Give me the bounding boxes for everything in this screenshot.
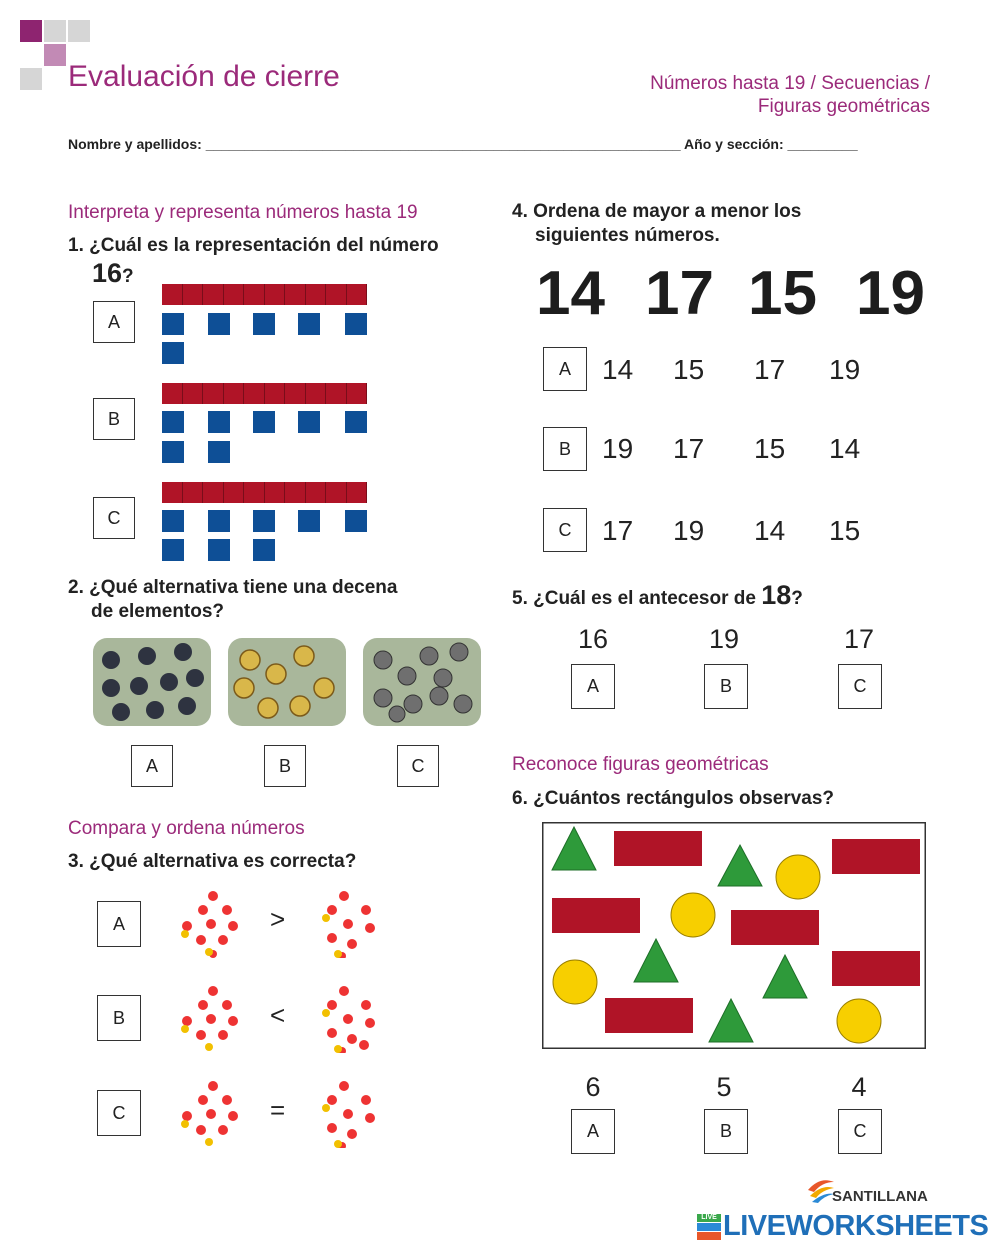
comparison-symbol: < [270, 1000, 286, 1030]
sequence-value: 17 [602, 515, 634, 546]
q4-number: 17 [645, 259, 714, 328]
question-1: 1. ¿Cuál es la representación del número [68, 235, 439, 256]
unit-cube [162, 411, 184, 433]
sequence-value: 15 [829, 515, 861, 546]
unit-cube [253, 510, 275, 532]
question-4-line: 4. Ordena de mayor a menor los [512, 201, 802, 222]
unit-cube [162, 510, 184, 532]
q5-option-c[interactable]: C [838, 664, 882, 709]
q5-option-b[interactable]: B [704, 664, 748, 709]
brand-name: LIVEWORKSHEETS [723, 1210, 989, 1242]
page-title: Evaluación de cierre [68, 60, 340, 93]
corner-square [68, 20, 90, 42]
question-4 [512, 200, 801, 248]
q4-option-a[interactable]: A [543, 347, 587, 391]
circle-shape [671, 893, 715, 937]
unit-cube [253, 313, 275, 335]
unit-cube [208, 411, 230, 433]
q6-option-b[interactable]: B [704, 1109, 748, 1154]
live-badge [697, 1214, 721, 1240]
q4-option-b[interactable]: B [543, 427, 587, 471]
shapes-box [542, 822, 926, 1049]
sequence-value: 15 [673, 354, 705, 385]
comparison-symbol: > [270, 904, 286, 934]
unit-cube [298, 313, 320, 335]
unit-cube [208, 441, 230, 463]
q6-value: 6 [585, 1072, 601, 1102]
question-5 [512, 580, 803, 611]
question-2-line: de elementos? [91, 601, 225, 622]
corner-square [44, 20, 66, 42]
corner-square [20, 20, 42, 42]
unit-cube [345, 510, 367, 532]
rectangle-shape [614, 831, 702, 866]
sequence-value: 19 [673, 515, 705, 546]
ladybug-group [318, 1078, 388, 1148]
question-1-number [92, 258, 134, 289]
publisher-name: SANTILLANA [832, 1188, 928, 1205]
sequence-value: 17 [754, 354, 786, 385]
section-label: Año y sección: [684, 136, 784, 152]
corner-square [44, 44, 66, 66]
hippos-illustration [363, 638, 481, 726]
q5-qmark: ? [791, 588, 803, 609]
unit-cube [298, 411, 320, 433]
q1-option-a[interactable]: A [93, 301, 135, 343]
q6-value: 5 [716, 1072, 732, 1102]
ladybug-group [175, 888, 245, 958]
unit-cube [162, 441, 184, 463]
section-field[interactable]: _________ [787, 136, 858, 152]
section-heading: Reconoce figuras geométricas [512, 754, 769, 775]
q1-option-b[interactable]: B [93, 398, 135, 440]
rectangle-shape [605, 998, 693, 1033]
question-2 [68, 576, 397, 624]
q5-value: 19 [708, 624, 740, 654]
unit-cube [345, 313, 367, 335]
ten-rod [162, 482, 367, 504]
q4-number: 19 [856, 259, 925, 328]
subtitle-line: Números hasta 19 / Secuencias / [650, 73, 930, 94]
unit-cube [162, 313, 184, 335]
q1-option-c[interactable]: C [93, 497, 135, 539]
sequence-value: 19 [829, 354, 861, 385]
q2-option-b[interactable]: B [264, 745, 306, 787]
ten-rod [162, 284, 367, 306]
name-row [68, 136, 930, 152]
sequence-value: 14 [829, 433, 861, 464]
ladybug-group [175, 1078, 245, 1148]
comparison-symbol: = [270, 1095, 286, 1125]
q5-text: 5. ¿Cuál es el antecesor de [512, 588, 756, 609]
live-badge-strip [697, 1232, 721, 1240]
lions-illustration [228, 638, 346, 726]
sequence-value: 17 [673, 433, 705, 464]
lions-panel [228, 638, 346, 726]
rectangle-shape [832, 951, 920, 986]
subtitle-line: Figuras geométricas [757, 96, 930, 117]
ten-rod [162, 383, 367, 405]
question-4-line: siguientes números. [535, 225, 720, 246]
ladybug-group [318, 983, 388, 1053]
sequence-value: 19 [602, 433, 634, 464]
q6-option-a[interactable]: A [571, 1109, 615, 1154]
q6-value: 4 [851, 1072, 867, 1102]
question-2-line: 2. ¿Qué alternativa tiene una decena [68, 577, 398, 598]
unit-cube [162, 342, 184, 364]
rectangle-shape [731, 910, 819, 945]
unit-cube [253, 411, 275, 433]
q4-option-c[interactable]: C [543, 508, 587, 552]
name-label: Nombre y apellidos: [68, 136, 202, 152]
q2-option-a[interactable]: A [131, 745, 173, 787]
santillana-logo [806, 1176, 930, 1206]
cats-panel [93, 638, 211, 726]
unit-cube [162, 539, 184, 561]
q5-option-a[interactable]: A [571, 664, 615, 709]
unit-cube [345, 411, 367, 433]
q4-number: 14 [536, 259, 605, 328]
cats-illustration [93, 638, 211, 726]
liveworksheets-logo[interactable] [697, 1212, 995, 1242]
section-heading: Compara y ordena números [68, 818, 305, 839]
q5-value: 17 [843, 624, 875, 654]
unit-cube [253, 539, 275, 561]
q6-option-c[interactable]: C [838, 1109, 882, 1154]
q5-value: 16 [577, 624, 609, 654]
unit-cube [298, 510, 320, 532]
rectangle-shape [552, 898, 640, 933]
ladybug-group [318, 888, 388, 958]
corner-square [20, 68, 42, 90]
live-badge-strip [697, 1223, 721, 1231]
q3-option-c[interactable]: C [97, 1090, 141, 1136]
unit-cube [208, 510, 230, 532]
live-badge-text: LIVE [697, 1214, 721, 1222]
question-3: 3. ¿Qué alternativa es correcta? [68, 851, 357, 872]
sequence-value: 14 [754, 515, 786, 546]
name-field[interactable]: _____________________________________________________________ [205, 136, 681, 152]
circle-shape [776, 855, 820, 899]
ladybug-group [175, 983, 245, 1053]
q5-number: 18 [761, 580, 792, 610]
hippos-panel [363, 638, 481, 726]
page-subtitle [650, 72, 930, 118]
q2-option-c[interactable]: C [397, 745, 439, 787]
question-6: 6. ¿Cuántos rectángulos observas? [512, 788, 835, 809]
unit-cube [208, 539, 230, 561]
sequence-value: 14 [602, 354, 634, 385]
section-heading: Interpreta y representa números hasta 19 [68, 202, 418, 223]
sequence-value: 15 [754, 433, 786, 464]
unit-cube [208, 313, 230, 335]
circle-shape [837, 999, 881, 1043]
q1-number: 16 [92, 258, 123, 288]
circle-shape [553, 960, 597, 1004]
q3-option-b[interactable]: B [97, 995, 141, 1041]
q1-qmark: ? [122, 266, 134, 287]
q3-option-a[interactable]: A [97, 901, 141, 947]
rectangle-shape [832, 839, 920, 874]
q4-number: 15 [748, 259, 817, 328]
